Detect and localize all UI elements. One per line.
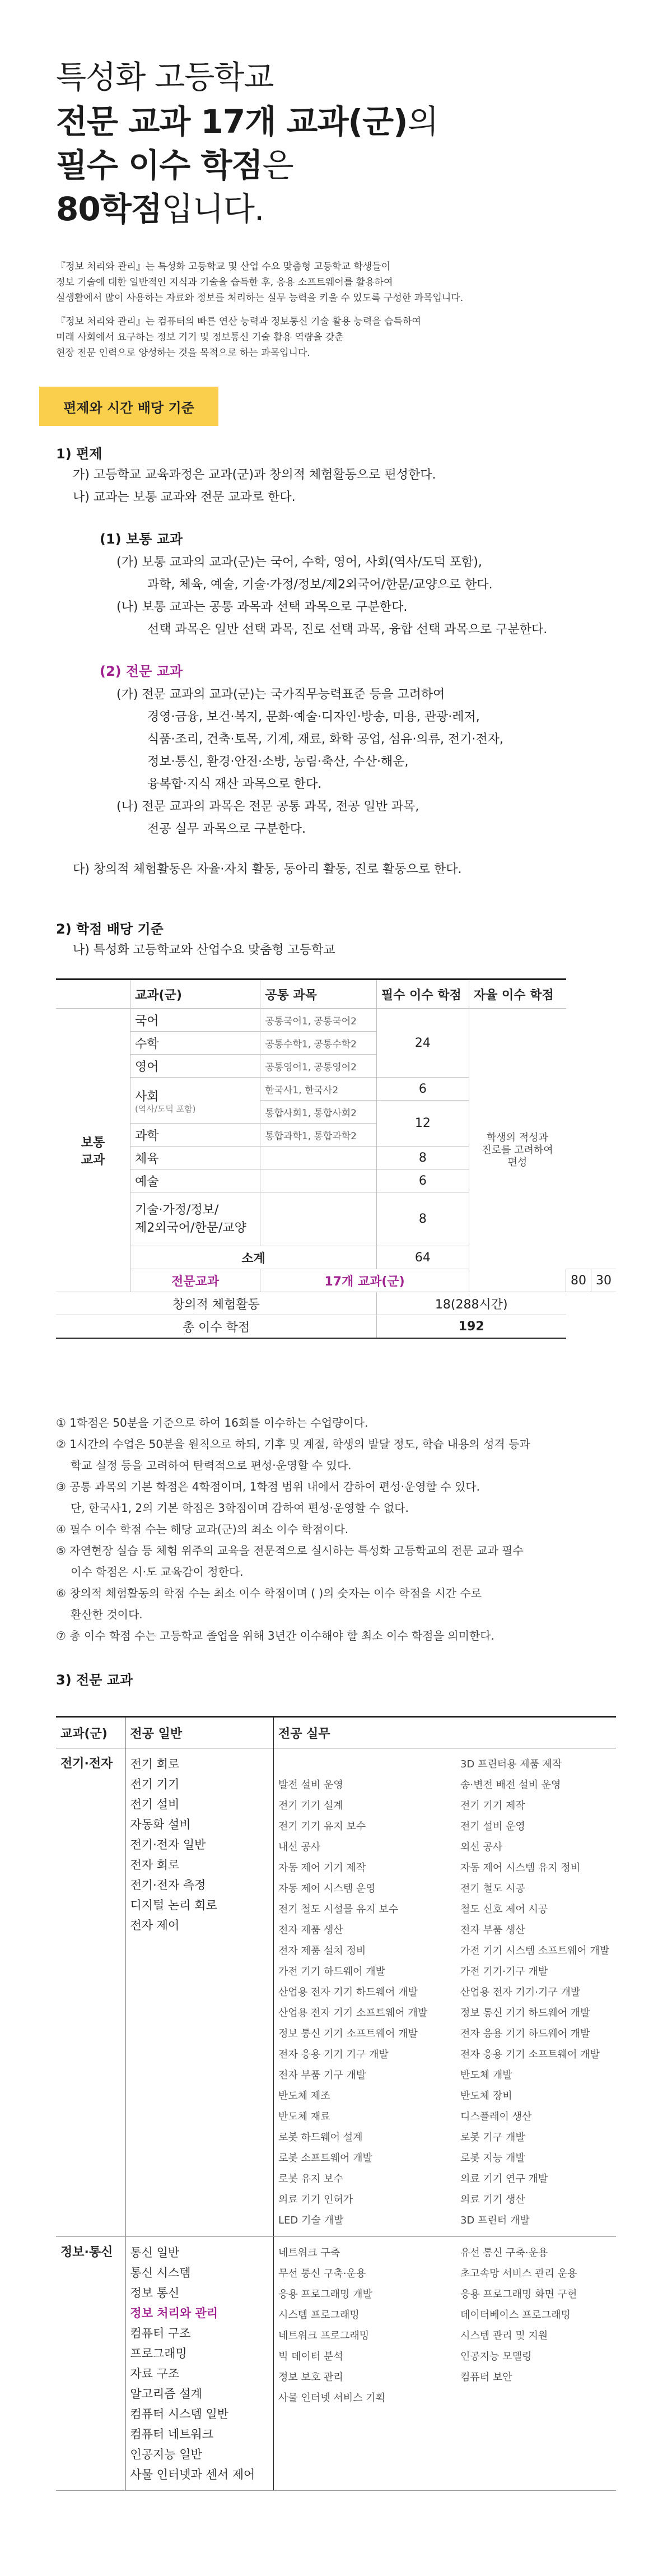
section-badge: 편제와 시간 배당 기준 (39, 387, 218, 426)
practice-subject-item: 전기 철도 시공 (460, 1883, 525, 1895)
sec1-na: 나) 교과는 보통 교과와 전문 교과로 한다. (73, 490, 296, 504)
subject-cell (130, 1078, 260, 1124)
sub2-ga-4: 정보·통신, 환경·안전·소방, 농림·축산, 수산·해운, (147, 755, 409, 769)
sub1-na-2: 선택 과목은 일반 선택 과목, 진로 선택 과목, 융합 선택 과목으로 구분한다. (147, 623, 548, 637)
table-header: 자율 이수 학점 (469, 980, 566, 1009)
footnote: ① 1학점은 50분을 기준으로 하여 16회를 이수하는 수업량이다. (56, 1416, 368, 1429)
free-note-cell (469, 1009, 566, 1292)
general-cell (125, 1748, 274, 2237)
general-subject-item: 전기·전자 측정 (130, 1878, 206, 1892)
table-header: 교과(군) (130, 980, 260, 1009)
table-row (56, 1748, 616, 2237)
practice-subject-item: 의료 기기 인허가 (278, 2194, 353, 2206)
practice-subject-item: 산업용 전자 기기 소프트웨어 개발 (278, 2007, 428, 2019)
hero-title (56, 56, 438, 231)
subject-cell: 체육 (130, 1147, 260, 1169)
footnote-continuation: 학교 실정 등을 고려하여 탄력적으로 편성·운영할 수 있다. (71, 1459, 352, 1472)
common-cell: 공통수학1, 공통수학2 (260, 1032, 377, 1055)
practice-subject-item: 가전 기기 시스템 소프트웨어 개발 (460, 1945, 610, 1957)
required-cell: 12 (376, 1101, 469, 1147)
practice-subject-item: 내선 공사 (278, 1841, 321, 1853)
practice-subject-item: 반도체 개발 (460, 2069, 512, 2081)
creative-label: 창의적 체험활동 (56, 1292, 376, 1315)
table-row (56, 1009, 616, 1032)
practice-subject-item: 전자 응용 기기 하드웨어 개발 (460, 2028, 590, 2040)
general-subject-item: 컴퓨터 네트워크 (130, 2428, 214, 2441)
common-cell: 통합과학1, 통합과학2 (260, 1124, 377, 1147)
common-cell (260, 1192, 377, 1246)
practice-column-a (278, 1754, 460, 2231)
table-row (56, 2237, 616, 2491)
hero-line-1: 특성화 고등학교 (56, 59, 274, 96)
table-header-empty (56, 980, 130, 1009)
subject-cell (130, 1192, 260, 1246)
practice-subject-item: 빅 데이터 분석 (278, 2351, 343, 2363)
general-subject-item: 전자 제어 (130, 1919, 180, 1932)
practice-subject-item: 전자 제품 생산 (278, 1924, 343, 1936)
sub2-title: (2) 전문 교과 (100, 663, 183, 679)
practice-subject-item: 자동 제어 기기 제작 (278, 1862, 366, 1874)
practice-subject-item: 응용 프로그래밍 개발 (278, 2289, 372, 2300)
sub1-title: (1) 보통 교과 (100, 531, 183, 547)
vocational-value: 80 (566, 1269, 591, 1292)
vocational-subjects-table (56, 1716, 616, 2491)
general-subject-item: 정보 통신 (130, 2286, 180, 2300)
practice-subject-item: 전자 응용 기기 소프트웨어 개발 (460, 2049, 600, 2060)
hero-line-2-suffix: 의 (407, 103, 438, 141)
practice-subject-item: 정보 보호 관리 (278, 2371, 343, 2383)
practice-cell (273, 1748, 616, 2237)
practice-subject-item: 데이터베이스 프로그래밍 (460, 2309, 571, 2321)
subject-line: 제2외국어/한문/교양 (135, 1220, 246, 1235)
field-cell: 정보·통신 (56, 2237, 125, 2491)
general-subject-item: 컴퓨터 구조 (130, 2327, 191, 2340)
practice-subject-item: LED 기술 개발 (278, 2215, 344, 2226)
sub2-ga-3: 식품·조리, 건축·토목, 기계, 재료, 화학 공업, 섬유·의류, 전기·전자, (147, 732, 503, 746)
required-cell: 6 (376, 1078, 469, 1101)
practice-subject-item: 3D 프린터용 제품 제작 (460, 1758, 562, 1770)
intro-line: 『정보 처리와 관리』는 컴퓨터의 빠른 연산 능력과 정보통신 기술 활용 능력을 습득하여 (56, 316, 421, 327)
subtotal-label: 소계 (130, 1246, 377, 1269)
practice-subject-item: 응용 프로그래밍 화면 구현 (460, 2289, 577, 2300)
sub1-ga-2: 과학, 체육, 예술, 기술·가정/정보/제2외국어/한문/교양으로 한다. (147, 578, 493, 592)
general-subject-item: 컴퓨터 시스템 일반 (130, 2407, 229, 2421)
sub2-na-1: (나) 전문 교과의 과목은 전문 공통 과목, 전공 일반 과목, (116, 800, 419, 814)
field-cell: 전기·전자 (56, 1748, 125, 2237)
practice-subject-item: 반도체 제조 (278, 2090, 330, 2102)
credit-allocation-table (56, 978, 616, 1339)
group-label (56, 1009, 130, 1292)
general-subject-item: 사물 인터넷과 센서 제어 (130, 2468, 255, 2481)
table-header-row (56, 1717, 616, 1748)
free-note-line: 편성 (507, 1156, 528, 1168)
section-3-title: 3) 전문 교과 (56, 1672, 133, 1688)
practice-subject-item: 반도체 재료 (278, 2111, 330, 2123)
practice-subject-item: 전기 설비 운영 (460, 1821, 525, 1832)
practice-subject-item: 네트워크 프로그래밍 (278, 2330, 370, 2342)
common-cell: 공통국어1, 공통국어2 (260, 1009, 377, 1032)
required-cell: 8 (376, 1192, 469, 1246)
general-subject-item: 전기 회로 (130, 1757, 180, 1771)
hero-line-2 (56, 100, 438, 143)
general-subject-item: 디지털 논리 회로 (130, 1899, 217, 1912)
practice-subject-item: 전기 기기 제작 (460, 1800, 525, 1812)
subject-cell: 국어 (130, 1009, 260, 1032)
subject-cell: 영어 (130, 1055, 260, 1078)
table-header: 전공 실무 (273, 1717, 616, 1748)
general-subject-item: 전자 회로 (130, 1858, 180, 1872)
practice-subject-item: 정보 통신 기기 하드웨어 개발 (460, 2007, 590, 2019)
hero-line-2-bold: 전문 교과 17개 교과(군) (56, 103, 408, 141)
subject-line: 기술·가정/정보/ (135, 1203, 219, 1217)
practice-subject-item: 시스템 프로그래밍 (278, 2309, 360, 2321)
practice-subject-item: 네트워크 구축 (278, 2247, 340, 2259)
practice-subject-item: 철도 신호 제어 시공 (460, 1904, 548, 1915)
common-cell (260, 1169, 377, 1192)
free-note-line: 진로를 고려하여 (482, 1144, 553, 1156)
section-2-title: 2) 학점 배당 기준 (56, 921, 164, 937)
subject-note: (역사/도덕 포함) (135, 1104, 196, 1114)
sub1-ga-1: (가) 보통 교과의 교과(군)는 국어, 수학, 영어, 사회(역사/도덕 포함), (116, 555, 482, 569)
practice-column-a (278, 2243, 460, 2408)
free-total: 30 (591, 1269, 617, 1292)
practice-subject-item: 산업용 전자 기기 하드웨어 개발 (278, 1986, 418, 1998)
table-header: 전공 일반 (125, 1717, 274, 1748)
general-subject-item: 전기 설비 (130, 1798, 180, 1811)
practice-subject-item: 전자 부품 생산 (460, 1924, 525, 1936)
common-cell: 한국사1, 한국사2 (260, 1078, 377, 1101)
practice-subject-item: 자동 제어 시스템 유지 정비 (460, 1862, 581, 1874)
practice-column-b (460, 2243, 612, 2408)
practice-subject-item: 로봇 소프트웨어 개발 (278, 2152, 372, 2164)
practice-subject-item: 디스플레이 생산 (460, 2111, 532, 2123)
practice-subject-item: 전자 응용 기기 기구 개발 (278, 2049, 389, 2060)
practice-subject-item: 3D 프린터 개발 (460, 2215, 530, 2226)
hero-line-4 (56, 187, 438, 231)
practice-subject-item: 전기 기기 설계 (278, 1800, 343, 1812)
practice-subject-item: 무선 통신 구축·운용 (278, 2268, 366, 2280)
practice-subject-item: 의료 기기 연구 개발 (460, 2173, 548, 2185)
practice-subject-item: 자동 제어 시스템 운영 (278, 1883, 376, 1895)
footnote: ⑤ 자연현장 실습 등 체험 위주의 교육을 전문적으로 실시하는 특성화 고등학교의 전문 교과 필수 (56, 1544, 524, 1557)
practice-subject-item: 외선 공사 (460, 1841, 503, 1853)
intro-paragraph-1 (56, 259, 616, 306)
practice-subject-item: 반도체 장비 (460, 2090, 512, 2102)
total-label: 총 이수 학점 (56, 1315, 376, 1339)
required-cell: 8 (376, 1147, 469, 1169)
subject-cell: 예술 (130, 1169, 260, 1192)
practice-subject-item: 초고속망 서비스 관리 운용 (460, 2268, 577, 2280)
common-cell (260, 1147, 377, 1169)
practice-subject-item: 의료 기기 생산 (460, 2194, 525, 2206)
free-note-line: 학생의 적성과 (486, 1131, 548, 1144)
subject-cell: 과학 (130, 1124, 260, 1147)
vocational-subject: 17개 교과(군) (260, 1269, 469, 1292)
sec2-na: 나) 특성화 고등학교와 산업수요 맞춤형 고등학교 (73, 943, 335, 957)
practice-subject-item: 사물 인터넷 서비스 기획 (278, 2392, 386, 2404)
footnote: ⑥ 창의적 체험활동의 학점 수는 최소 이수 학점이며 ( )의 숫자는 이수 학점을 시간 수로 (56, 1586, 482, 1600)
practice-subject-item: 전자 부품 기구 개발 (278, 2069, 366, 2081)
footnote: ③ 공통 과목의 기본 학점은 4학점이며, 1학점 범위 내에서 감하여 편성·운영할 수 있다. (56, 1480, 480, 1493)
practice-subject-item: 로봇 지능 개발 (460, 2152, 525, 2164)
required-cell: 24 (376, 1009, 469, 1078)
intro-line: 현장 전문 인력으로 양성하는 것을 목적으로 하는 과목입니다. (56, 347, 310, 359)
sub1-na-1: (나) 보통 교과는 공통 과목과 선택 과목으로 구분한다. (116, 600, 408, 614)
practice-subject-item: 인공지능 모델링 (460, 2351, 532, 2363)
hero-line-4-bold: 80학점 (56, 190, 162, 228)
general-subject-item: 정보 처리와 관리 (130, 2306, 218, 2320)
footnote: ② 1시간의 수업은 50분을 원칙으로 하되, 기후 및 계절, 학생의 발달 정도, 학습 내용의 성격 등과 (56, 1437, 530, 1451)
sub2-na-2: 전공 실무 과목으로 구분한다. (147, 822, 306, 836)
practice-subject-item: 로봇 하드웨어 설계 (278, 2132, 363, 2143)
hero-line-3-bold: 필수 이수 학점 (56, 146, 263, 184)
hero-line-3 (56, 143, 438, 187)
table-header: 교과(군) (56, 1717, 125, 1748)
footnote: ⑦ 총 이수 학점 수는 고등학교 졸업을 위해 3년간 이수해야 할 최소 이수 학점을 의미한다. (56, 1629, 494, 1642)
footnotes (56, 1412, 622, 1646)
general-cell (125, 2237, 274, 2491)
total-value: 192 (376, 1315, 566, 1339)
table-header: 공통 과목 (260, 980, 377, 1009)
practice-subject-item: 가전 기기 하드웨어 개발 (278, 1966, 386, 1978)
general-subject-item: 전기 기기 (130, 1777, 180, 1791)
general-subject-item: 통신 시스템 (130, 2266, 191, 2280)
required-cell: 6 (376, 1169, 469, 1192)
practice-cell (273, 2237, 616, 2491)
footnote-continuation: 단, 한국사1, 2의 기본 학점은 3학점이며 감하여 편성·운영할 수 없다. (71, 1501, 409, 1515)
table-header: 필수 이수 학점 (376, 980, 469, 1009)
intro-line: 정보 기술에 대한 일반적인 지식과 기술을 습득한 후, 응용 소프트웨어를 활용하여 (56, 277, 393, 288)
practice-subject-item: 발전 설비 운영 (278, 1779, 343, 1791)
sub2-ga-5: 융복합·지식 재산 과목으로 한다. (147, 777, 322, 791)
footnote-continuation: 환산한 것이다. (71, 1608, 143, 1621)
footnote: ④ 필수 이수 학점 수는 해당 교과(군)의 최소 이수 학점이다. (56, 1523, 349, 1536)
general-subject-item: 인공지능 일반 (130, 2448, 202, 2461)
general-subject-item: 전기·전자 일반 (130, 1838, 206, 1851)
general-subject-item: 알고리즘 설계 (130, 2387, 202, 2401)
practice-subject-item: 컴퓨터 보안 (460, 2371, 512, 2383)
group-label-line: 교과 (81, 1153, 105, 1167)
subtotal-value: 64 (376, 1246, 469, 1269)
practice-subject-item: 정보 통신 기기 소프트웨어 개발 (278, 2028, 418, 2040)
sub2-ga-1: (가) 전문 교과의 교과(군)는 국가직무능력표준 등을 고려하여 (116, 688, 445, 702)
subject-name: 사회 (135, 1090, 159, 1104)
general-subject-item: 통신 일반 (130, 2246, 180, 2259)
hero-line-3-suffix: 은 (262, 146, 293, 184)
practice-subject-item: 송·변전 배전 설비 운영 (460, 1779, 561, 1791)
subject-cell: 수학 (130, 1032, 260, 1055)
footnote-continuation: 이수 학점은 시·도 교육감이 정한다. (71, 1565, 244, 1579)
practice-subject-item: 전기 기기 유지 보수 (278, 1821, 366, 1832)
sub2-ga-2: 경영·금융, 보건·복지, 문화·예술·디자인·방송, 미용, 관광·레저, (147, 710, 480, 724)
section-1-title: 1) 편제 (56, 446, 102, 462)
group-label-line: 보통 (81, 1135, 105, 1150)
intro-line: 미래 사회에서 요구하는 정보 기기 및 정보통신 기술 활용 역량을 갖춘 (56, 332, 344, 343)
practice-subject-item: 전기 철도 시설물 유지 보수 (278, 1904, 399, 1915)
table-row-creative (56, 1292, 616, 1315)
general-subject-item: 자료 구조 (130, 2367, 180, 2380)
intro-line: 『정보 처리와 관리』는 특성화 고등학교 및 산업 수요 맞춤형 고등학교 학생들이 (56, 261, 391, 272)
practice-subject-item: 시스템 관리 및 지원 (460, 2330, 548, 2342)
common-cell: 통합사회1, 통합사회2 (260, 1101, 377, 1124)
practice-subject-item: 가전 기기·기구 개발 (460, 1966, 548, 1978)
practice-subject-item: 유선 통신 구축·운용 (460, 2247, 548, 2259)
hero-line-4-suffix: 입니다. (161, 190, 264, 228)
vocational-label: 전문교과 (130, 1269, 260, 1292)
table-header-row (56, 980, 616, 1009)
sec1-da: 다) 창의적 체험활동은 자율·자치 활동, 동아리 활동, 진로 활동으로 한다. (73, 862, 462, 876)
creative-value: 18(288시간) (376, 1292, 566, 1315)
sec1-ga: 가) 고등학교 교육과정은 교과(군)과 창의적 체험활동으로 편성한다. (73, 468, 436, 482)
intro-paragraph-2 (56, 314, 616, 361)
common-cell: 공통영어1, 공통영어2 (260, 1055, 377, 1078)
intro-line: 실생활에서 많이 사용하는 자료와 정보를 처리하는 실무 능력을 키울 수 있도록 구성한 과목입니다. (56, 293, 464, 304)
practice-subject-item: 산업용 전자 기기·기구 개발 (460, 1986, 581, 1998)
practice-subject-item: 전자 제품 설치 정비 (278, 1945, 366, 1957)
practice-column-b (460, 1754, 612, 2231)
practice-subject-item: 로봇 기구 개발 (460, 2132, 525, 2143)
general-subject-item: 자동화 설비 (130, 1818, 191, 1831)
practice-subject-item: 로봇 유지 보수 (278, 2173, 343, 2185)
general-subject-item: 프로그래밍 (130, 2347, 187, 2360)
table-row-total (56, 1315, 616, 1339)
